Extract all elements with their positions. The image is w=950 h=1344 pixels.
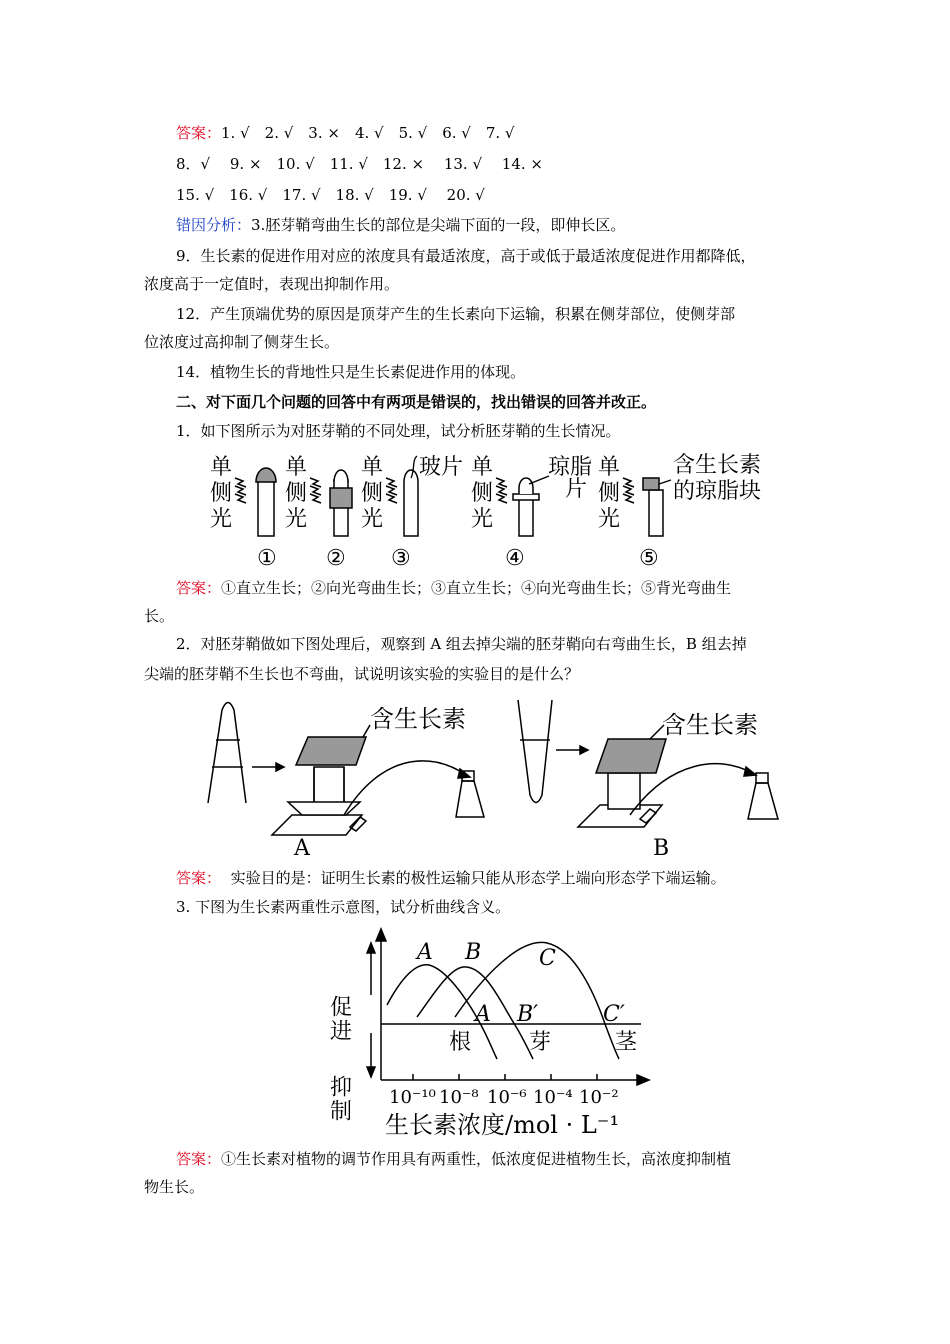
error-12-line-2: 位浓度过高抑制了侧芽生长。 bbox=[144, 333, 340, 351]
light-label-3a: 单 bbox=[361, 455, 384, 480]
answer-label: 答案： bbox=[176, 869, 222, 887]
organ-bud: 芽 bbox=[529, 1030, 552, 1055]
answers-row-1 bbox=[176, 123, 515, 143]
agar-label-2: 片 bbox=[565, 477, 588, 502]
error-12-line-1: 12．产生顶端优势的原因是顶芽产生的生长素向下运输，积累在侧芽部位，使侧芽部 bbox=[176, 305, 736, 323]
auxin-agar-label-1: 含生长素 bbox=[673, 453, 762, 478]
light-label-5c: 光 bbox=[598, 507, 621, 532]
light-label-3c: 光 bbox=[361, 507, 384, 532]
error-14: 14．植物生长的背地性只是生长素促进作用的体现。 bbox=[176, 363, 526, 381]
error-9-line-1: 9．生长素的促进作用对应的浓度具有最适浓度，高于或低于最适浓度促进作用都降低， bbox=[176, 247, 756, 265]
curve-label-b: B bbox=[465, 940, 482, 965]
fig2-auxin-label-b: 含生长素 bbox=[662, 711, 758, 739]
answer-2-text: 实验目的是：证明生长素的极性运输只能从形态学上端向形态学下端运输。 bbox=[230, 869, 726, 887]
figure-auxin-dual-effect bbox=[325, 925, 660, 1145]
light-label-4a: 单 bbox=[471, 455, 494, 480]
question-3: 3. 下图为生长素两重性示意图，试分析曲线含义。 bbox=[176, 898, 511, 916]
figure-coleoptile-treatments bbox=[205, 450, 785, 575]
fig1-num-4: ④ bbox=[505, 546, 525, 571]
light-label-5a: 单 bbox=[598, 455, 621, 480]
fig2-auxin-label-a: 含生长素 bbox=[370, 705, 466, 733]
light-label-2c: 光 bbox=[285, 507, 308, 532]
agar-label-1: 琼脂 bbox=[548, 455, 593, 480]
light-label-4b: 侧 bbox=[471, 481, 494, 506]
light-label-2a: 单 bbox=[285, 455, 308, 480]
fig2-group-b: B bbox=[653, 836, 670, 861]
tick-1e-2: 10⁻² bbox=[579, 1087, 619, 1108]
tick-1e-8: 10⁻⁸ bbox=[439, 1087, 479, 1108]
fig1-num-5: ⑤ bbox=[639, 546, 659, 571]
answer-1-line-2: 长。 bbox=[144, 607, 175, 625]
answers-row-2: 8．√ 9. × 10. √ 11. √ 12. × 13. √ 14. × bbox=[176, 155, 543, 173]
light-label-3b: 侧 bbox=[361, 481, 384, 506]
fig1-num-3: ③ bbox=[391, 546, 411, 571]
curve-label-c: C bbox=[539, 946, 556, 971]
error-3-text: 3.胚芽鞘弯曲生长的部位是尖端下面的一段，即伸长区。 bbox=[251, 216, 626, 234]
answer-3-line-2: 物生长。 bbox=[144, 1178, 205, 1196]
tick-1e-6: 10⁻⁶ bbox=[487, 1087, 527, 1108]
answer-1-line-1 bbox=[176, 578, 731, 598]
fig1-num-1: ① bbox=[257, 546, 277, 571]
fig3-ylabel-inhibit: 抑制 bbox=[326, 1075, 352, 1123]
fig2-group-a: A bbox=[294, 836, 310, 861]
section-2-title: 二、对下面几个问题的回答中有两项是错误的，找出错误的回答并改正。 bbox=[176, 393, 657, 411]
tick-1e-4: 10⁻⁴ bbox=[533, 1087, 573, 1108]
question-2-line-2: 尖端的胚芽鞘不生长也不弯曲，试说明该实验的实验目的是什么？ bbox=[144, 665, 580, 683]
question-2-line-1: 2．对胚芽鞘做如下图处理后，观察到 A 组去掉尖端的胚芽鞘向右弯曲生长，B 组去掉 bbox=[176, 635, 747, 653]
question-1: 1．如下图所示为对胚芽鞘的不同处理，试分析胚芽鞘的生长情况。 bbox=[176, 422, 621, 440]
error-9-line-2: 浓度高于一定值时，表现出抑制作用。 bbox=[144, 275, 400, 293]
cross-label-a: A bbox=[475, 1002, 491, 1027]
figure-polar-transport bbox=[200, 695, 800, 865]
answer-3-text: ①生长素对植物的调节作用具有两重性，低浓度促进植物生长，高浓度抑制植 bbox=[221, 1150, 732, 1168]
answer-label: 答案： bbox=[176, 579, 222, 597]
answer-1-text: ①直立生长；②向光弯曲生长；③直立生长；④向光弯曲生长；⑤背光弯曲生 bbox=[221, 579, 732, 597]
curve-label-a: A bbox=[417, 940, 433, 965]
answer-2 bbox=[176, 868, 726, 888]
fig1-num-2: ② bbox=[326, 546, 346, 571]
organ-root: 根 bbox=[449, 1030, 472, 1055]
error-analysis-3 bbox=[176, 215, 625, 235]
answers-row-3: 15. √ 16. √ 17. √ 18. √ 19. √ 20. √ bbox=[176, 186, 485, 204]
light-label-5b: 侧 bbox=[598, 481, 621, 506]
tick-1e-10: 10⁻¹⁰ bbox=[389, 1087, 436, 1108]
organ-stem: 茎 bbox=[615, 1030, 638, 1055]
answer-label: 答案： bbox=[176, 1150, 222, 1168]
light-label-1a: 单 bbox=[210, 455, 233, 480]
light-label-1c: 光 bbox=[210, 507, 233, 532]
light-label-4c: 光 bbox=[471, 507, 494, 532]
mica-label: 玻片 bbox=[419, 455, 464, 480]
cross-label-b: B′ bbox=[517, 1002, 539, 1027]
light-label-1b: 侧 bbox=[210, 481, 233, 506]
auxin-agar-label-2: 的琼脂块 bbox=[673, 479, 762, 504]
fig3-ylabel-promote: 促进 bbox=[326, 995, 352, 1043]
light-label-2b: 侧 bbox=[285, 481, 308, 506]
cross-label-c: C′ bbox=[603, 1002, 625, 1027]
answers-text: 1. √ 2. √ 3. × 4. √ 5. √ 6. √ 7. √ bbox=[221, 124, 515, 142]
fig3-xlabel: 生长素浓度/mol · L⁻¹ bbox=[385, 1111, 620, 1139]
answer-3-line-1 bbox=[176, 1149, 731, 1169]
answer-label: 答案： bbox=[176, 124, 222, 142]
error-label: 错因分析： bbox=[176, 216, 252, 234]
